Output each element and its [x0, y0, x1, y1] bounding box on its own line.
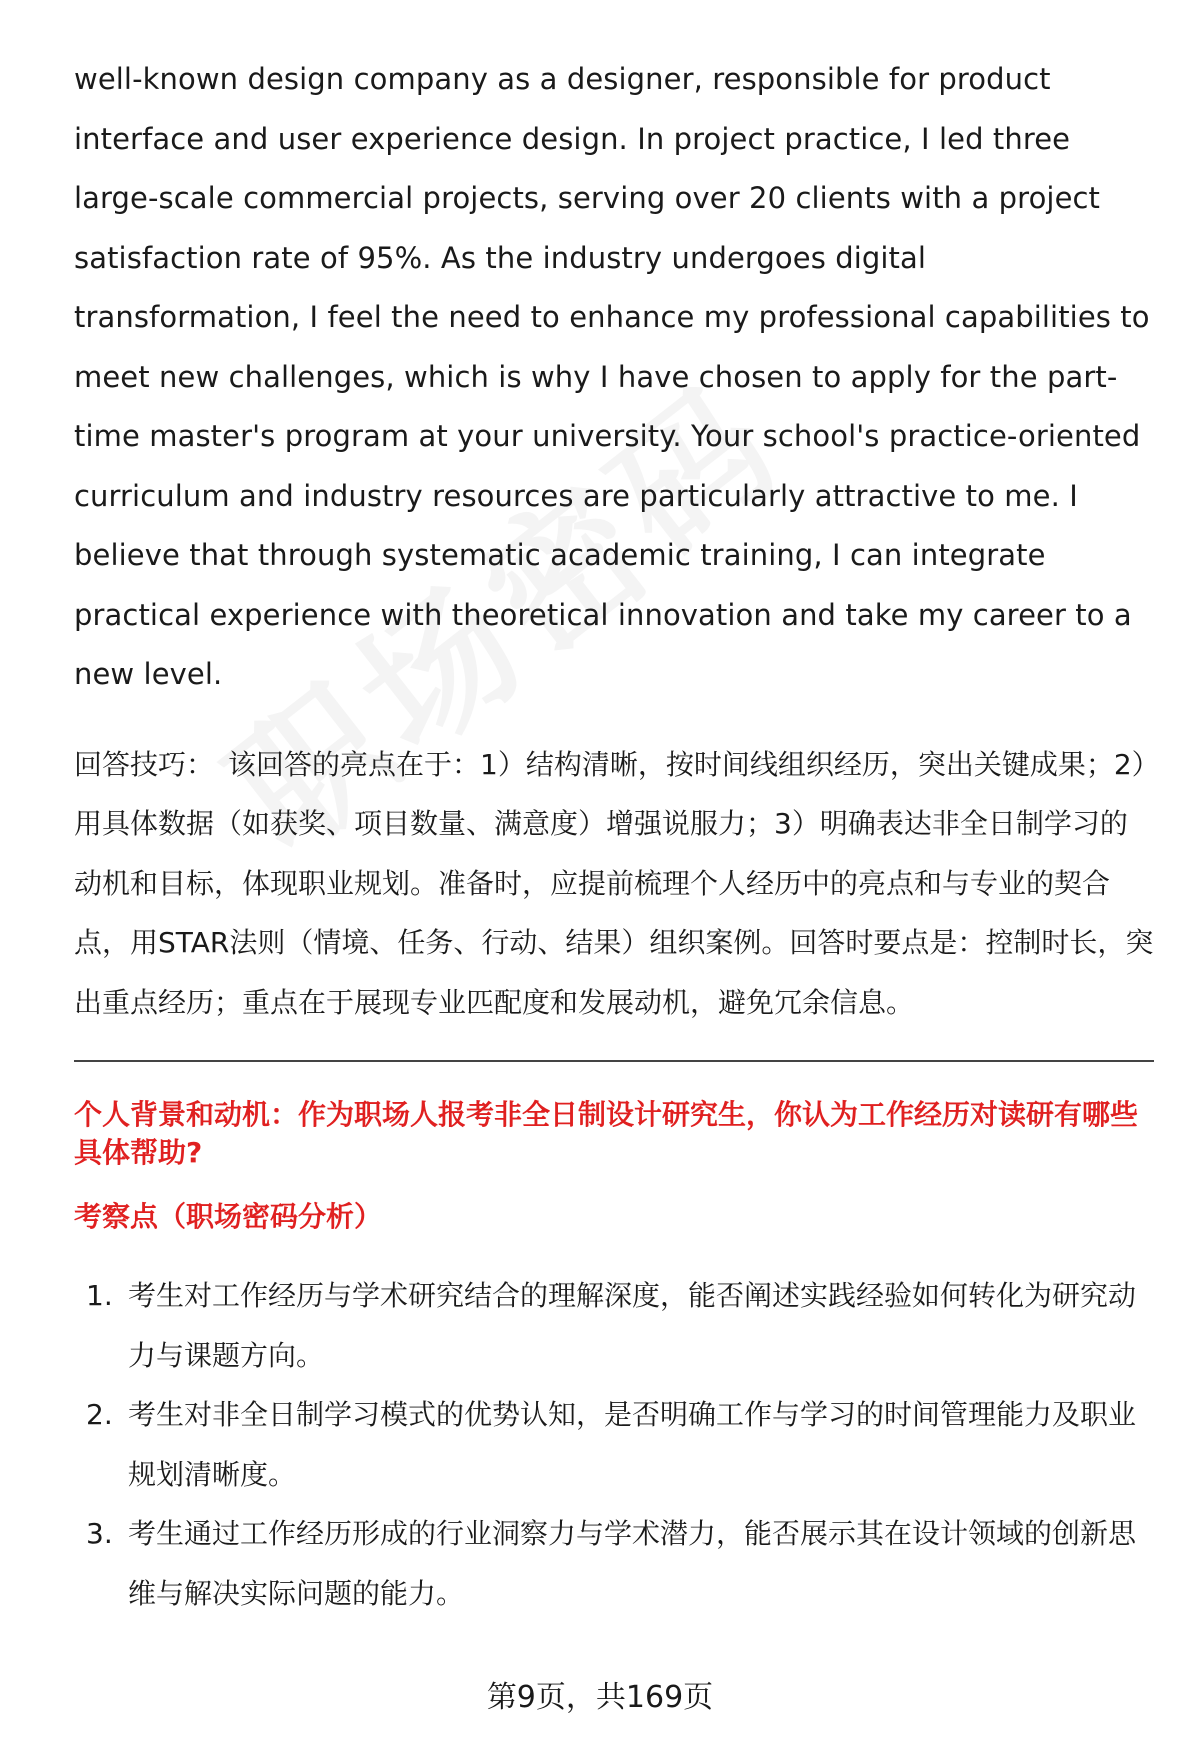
analysis-heading: 考察点（职场密码分析）	[74, 1200, 383, 1233]
section-divider	[74, 1060, 1154, 1062]
document-page	[74, 50, 1154, 1623]
list-item-number: 2.	[86, 1398, 113, 1431]
list-item-text: 考生对非全日制学习模式的优势认知，是否明确工作与学习的时间管理能力及职业规划清晰度。	[128, 1398, 1137, 1491]
page-number-footer: 第9页，共169页	[486, 1680, 714, 1715]
tips-paragraph	[74, 735, 1154, 1033]
answer-paragraph: well-known design company as a designer, responsible for product interface and user experience design. In project practice, I led three large-scale commercial projects, serving over 20 clients with a project satisfaction rate of 95%. As the industry undergoes digital transformation, I feel the need to enhance my professional capabilities to meet new challenges, which is why I have chosen to apply for the part-time master's program at your university. Your school's practice-oriented curriculum and industry resources are particularly attractive to me. I believe that through systematic academic training, I can integrate practical experience with theoretical innovation and take my career to a new level.	[74, 62, 1150, 691]
analysis-points-list	[74, 1266, 1154, 1623]
question-heading: 个人背景和动机：作为职场人报考非全日制设计研究生，你认为工作经历对读研有哪些具体帮助?	[74, 1098, 1139, 1169]
tips-text: 该回答的亮点在于：1）结构清晰，按时间线组织经历，突出关键成果；2）用具体数据（如获奖、项目数量、满意度）增强说服力；3）明确表达非全日制学习的动机和目标，体现职业规划。准备时，应提前梳理个人经历中的亮点和与专业的契合点，用STAR法则（情境、任务、行动、结果）组织案例。回答时要点是：控制时长，突出重点经历；重点在于展现专业匹配度和发展动机，避免冗余信息。	[74, 747, 1154, 1019]
list-item-text: 考生对工作经历与学术研究结合的理解深度，能否阐述实践经验如何转化为研究动力与课题方向。	[128, 1279, 1137, 1372]
list-item-text: 考生通过工作经历形成的行业洞察力与学术潜力，能否展示其在设计领域的创新思维与解决实际问题的能力。	[128, 1517, 1137, 1610]
list-item	[74, 1266, 1154, 1385]
tips-label: 回答技巧：	[74, 747, 215, 781]
list-item-number: 1.	[86, 1279, 113, 1312]
list-item	[74, 1504, 1154, 1623]
list-item	[74, 1385, 1154, 1504]
list-item-number: 3.	[86, 1517, 113, 1550]
